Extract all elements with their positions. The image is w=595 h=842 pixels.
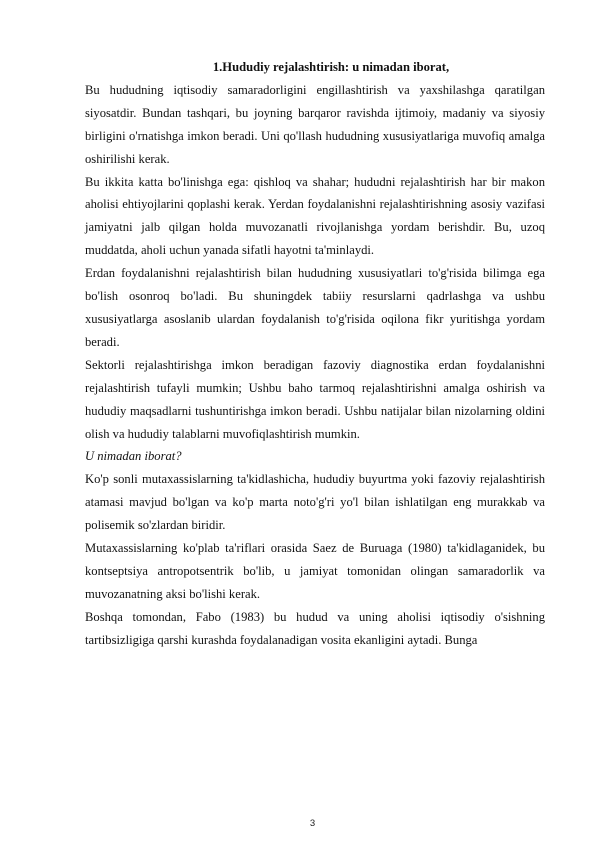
- paragraph: Bu ikkita katta bo'linishga ega: qishloq va shahar; hududni rejalashtirish har bir makon aholisi ehtiyojlarini qoplashi kerak. Yerdan foydalanishni rejalashtirishning asosiy vazifasi jamiyatni jalb qilgan holda muvozanatli rivojlanishga yordam berishdir. Bu, uzoq muddatda, aholi uchun yanada sifatli hayotni ta'minlaydi.: [85, 174, 545, 258]
- subheading: U nimadan iborat?: [85, 449, 182, 464]
- section-title: 1.Hududiy rejalashtirish: u nimadan iborat,: [212, 60, 450, 74]
- paragraph: Boshqa tomondan, Fabo (1983) bu hudud va uning aholisi iqtisodiy o'sishning tartibsizligiga qarshi kurashda foydalanadigan vosita ekanligini aytadi. Bunga: [85, 609, 545, 647]
- paragraph: Bu hududning iqtisodiy samaradorligini engillashtirish va yaxshilashga qaratilgan siyosatdir. Bundan tashqari, bu joyning barqaror ravishda ijtimoiy, madaniy va siyosiy birligini o'rnatishga imkon beradi. Uni qo'llash hududning xususiyatlariga muvofiq amalga oshirilishi kerak.: [85, 82, 545, 166]
- paragraph: Erdan foydalanishni rejalashtirish bilan hududning xususiyatlari to'g'risida bilimga ega bo'lish osonroq bo'ladi. Bu shuningdek tabiiy resurslarni qadrlashga va ushbu xususiyatlarga asoslanib ulardan foydalanish to'g'risida oqilona fikr yuritishga yordam beradi.: [85, 266, 545, 349]
- page-number: 3: [309, 818, 316, 829]
- paragraph: Mutaxassislarning ko'plab ta'riflari orasida Saez de Buruaga (1980) ta'kidlaganidek, bu kontseptsiya antropotsentrik bo'lib, u jamiyat tomonidan olingan samaradorlik va muvozanatning aksi bo'lishi kerak.: [85, 541, 545, 601]
- paragraph: Ko'p sonli mutaxassislarning ta'kidlashicha, hududiy buyurtma yoki fazoviy rejalashtirish atamasi mavjud bo'lgan va ko'p marta noto'g'ri yo'l bilan ishlatilgan eng murakkab va polisemik so'zlardan biridir.: [85, 472, 545, 533]
- page-content: [85, 56, 545, 652]
- paragraph: Sektorli rejalashtirishga imkon beradigan fazoviy diagnostika erdan foydalanishni rejalashtirish tufayli mumkin; Ushbu baho tarmoq rejalashtirishni amalga oshirish va hududiy maqsadlarni tushuntirishga imkon beradi. Ushbu natijalar bilan nizolarning oldini olish va hududiy talablarni muvofiqlashtirish mumkin.: [85, 357, 545, 441]
